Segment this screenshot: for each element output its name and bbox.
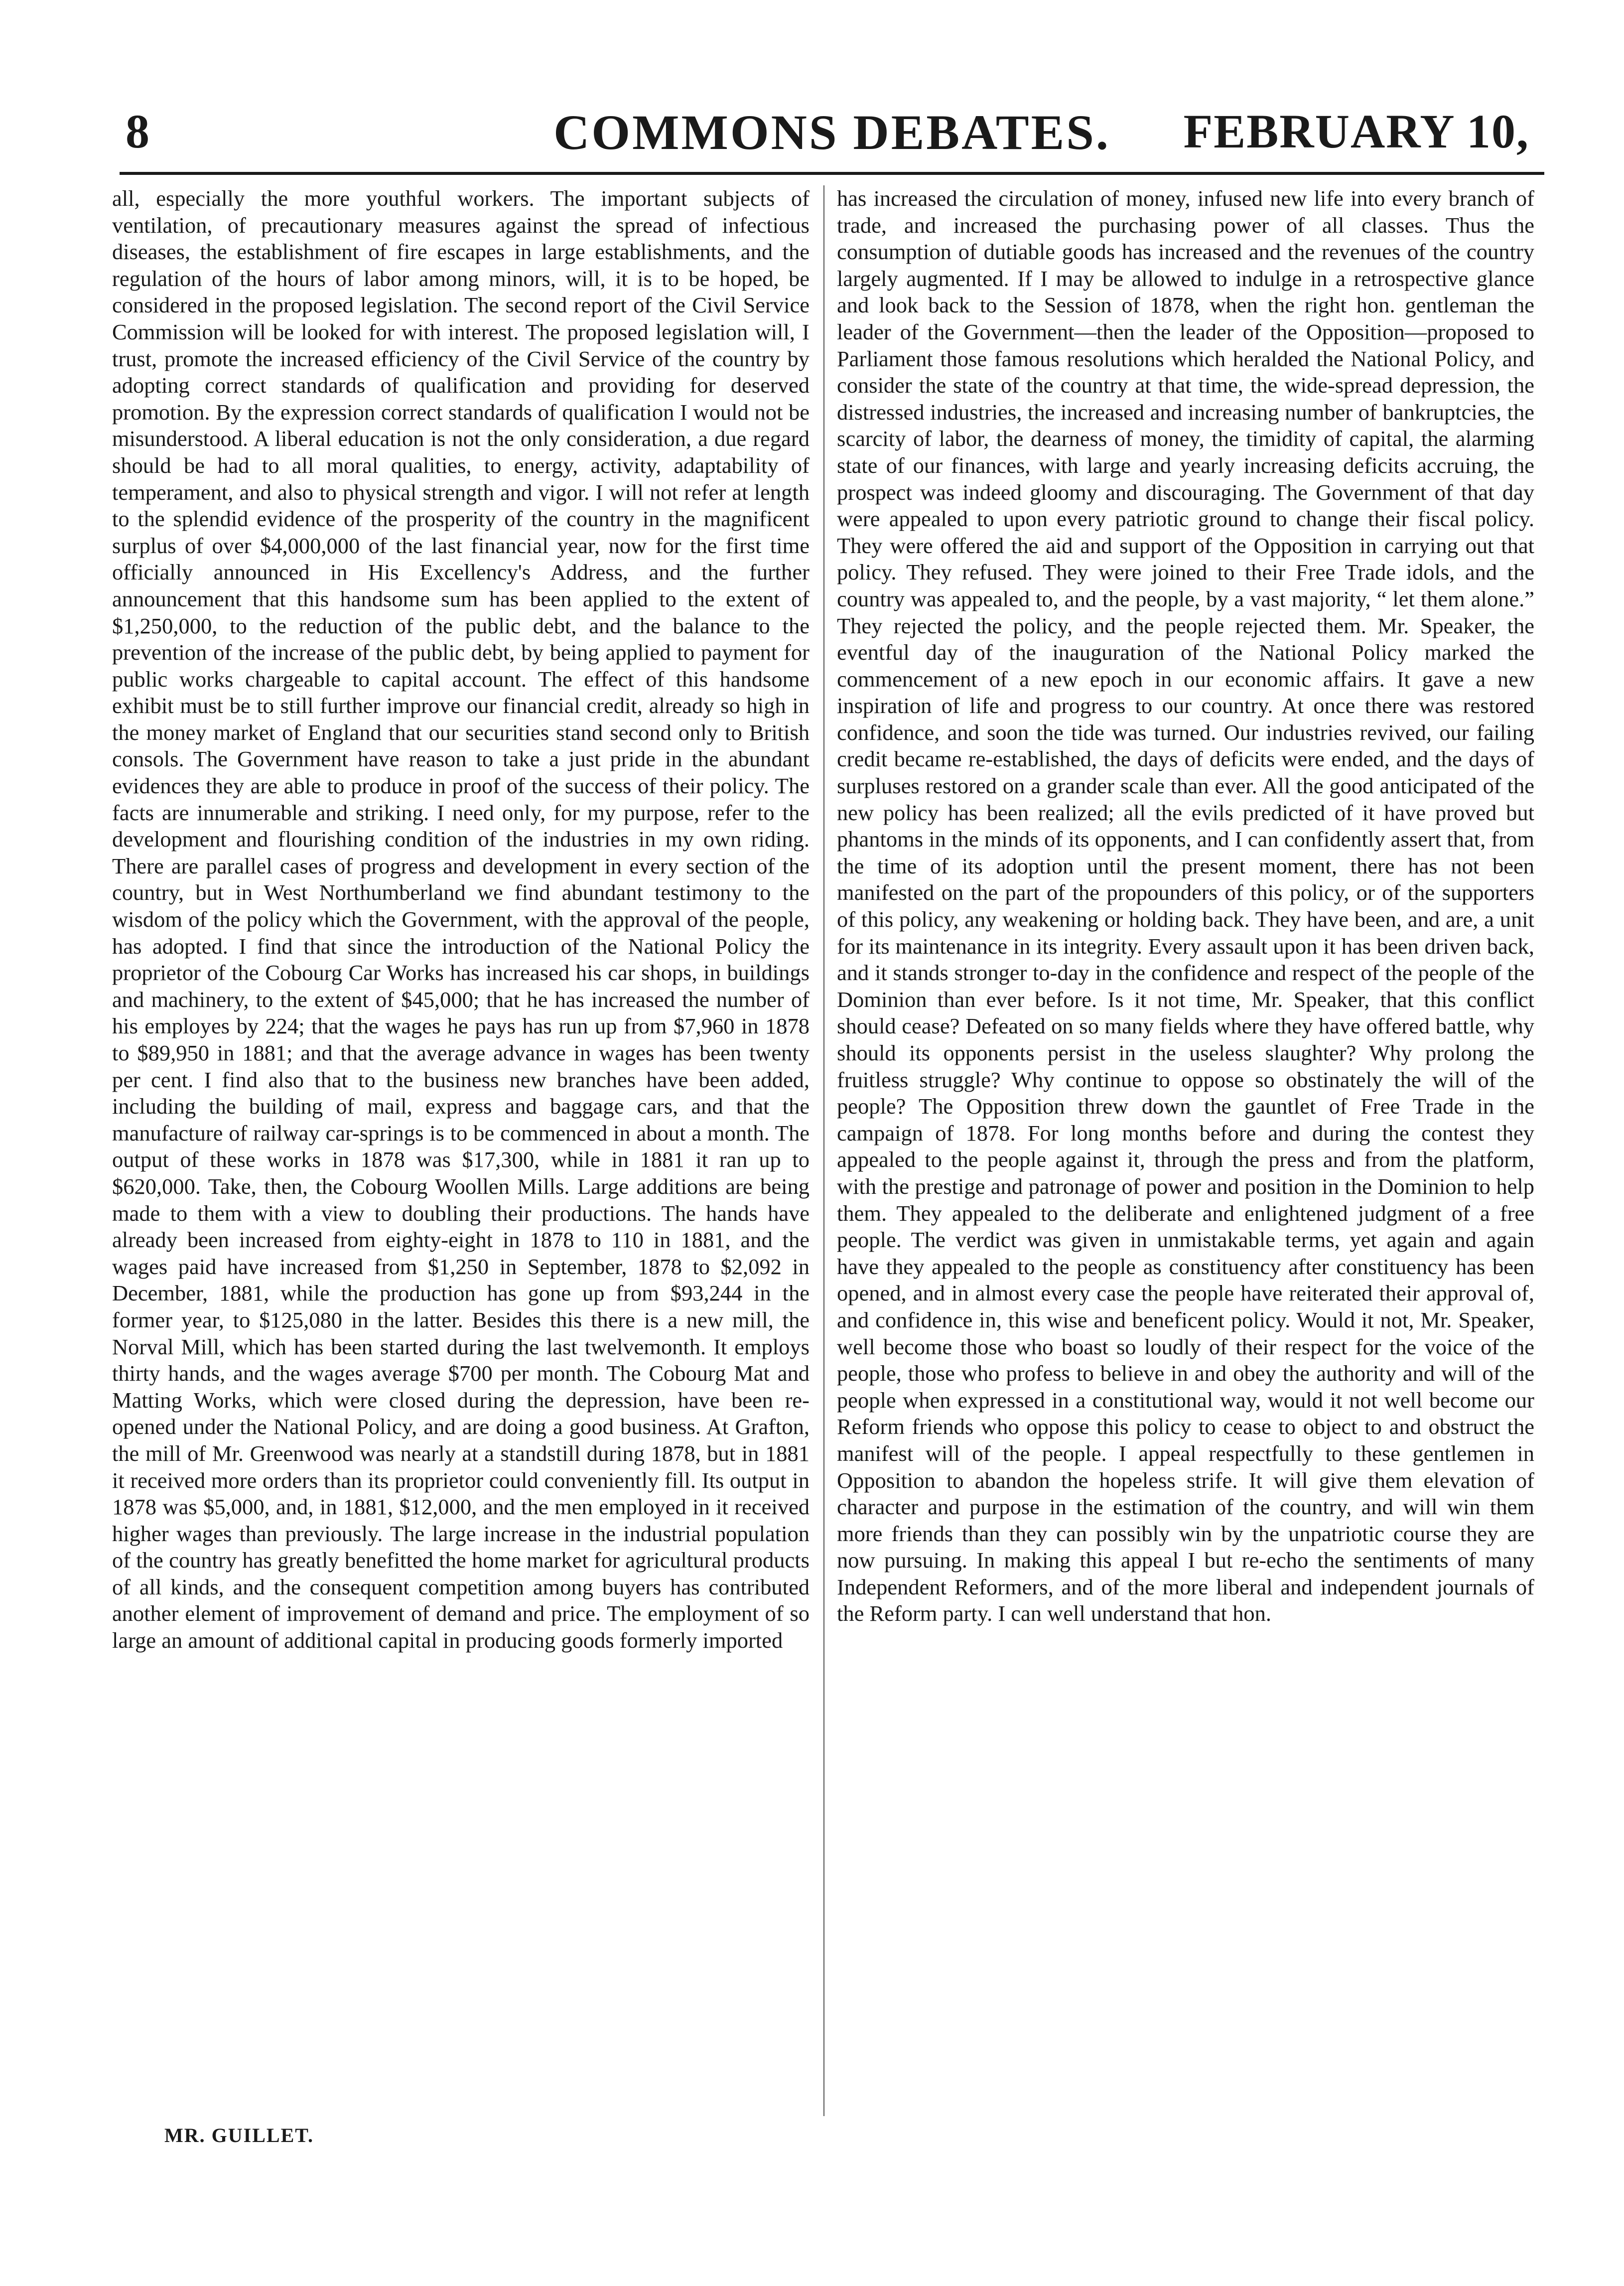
header-date: FEBRUARY 10, — [1183, 105, 1529, 158]
left-column — [112, 185, 810, 2116]
right-column-text: has increased the circulation of money, infused new life into every branch of trade, and increased the purchasing power of all classes. Thus the consumption of dutiable goods has increased and the revenues of the country largely augmented. If I may be allowed to indulge in a retrospective glance and look back to the Session of 1878, when the right hon. gentleman the leader of the Government—then the leader of the Opposition—proposed to Parliament those famous resolutions which heralded the National Policy, and consider the state of the country at that time, the wide-spread depression, the distressed industries, the increased and increasing number of bankruptcies, the scarcity of labor, the dearness of money, the timidity of capital, the alarming state of our finances, with large and yearly increasing deficits accruing, the prospect was indeed gloomy and discouraging. The Government of that day were appealed to upon every patriotic ground to change their fiscal policy. They were offered the aid and support of the Opposition in carrying out that policy. They refused. They were joined to their Free Trade idols, and the country was appealed to, and the people, by a vast majority, “ let them alone.” They rejected the policy, and the people rejected them. Mr. Speaker, the eventful day of the inauguration of the National Policy marked the commencement of a new epoch in our economic affairs. It gave a new inspiration of life and progress to our country. At once there was restored confidence, and soon the tide was turned. Our industries revived, our failing credit became re-established, the days of deficits were ended, and the days of surpluses restored on a grander scale than ever. All the good anticipated of the new policy has been realized; all the evils predicted of it have proved but phantoms in the minds of its opponents, and I can confidently assert that, from the time of its adoption until the present moment, there has not been manifested on the part of the propounders of this policy, or of the supporters of this policy, any weakening or holding back. They have been, and are, a unit for its maintenance in its integrity. Every assault upon it has been driven back, and it stands stronger to-day in the confidence and respect of the people of the Dominion than ever before. Is it not time, Mr. Speaker, that this conflict should cease? Defeated on so many fields where they have offered battle, why should its opponents persist in the useless slaughter? Why prolong the fruitless struggle? Why continue to oppose so obstinately the will of the people? The Opposition threw down the gauntlet of Free Trade in the campaign of 1878. For long months before and during the contest they appealed to the people against it, through the press and from the platform, with the prestige and patronage of power and position in the Dominion to help them. They appealed to the deliberate and enlightened judgment of a free people. The verdict was given in unmistakable terms, yet again and again have they appealed to the people as constituency after constituency has been opened, and in almost every case the people have reiterated their approval of, and confidence in, this wise and beneficent policy. Would it not, Mr. Speaker, well become those who boast so loudly of their respect for the voice of the people, those who profess to believe in and obey the authority and will of the people when expressed in a constitutional way, would it not well become our Reform friends who oppose this policy to cease to object to and obstruct the manifest will of the people. I appeal respectfully to these gentlemen in Opposition to abandon the hopeless strife. It will give them elevation of character and purpose in the estimation of the country, and will win them more friends than they can possibly win by the unpatriotic course they are now pursuing. In making this appeal I but re-echo the sentiments of many Independent Reformers, and of the more liberal and independent journals of the Reform party. I can well understand that hon. — [837, 186, 1534, 1626]
running-title: COMMONS DEBATES. — [553, 105, 1110, 160]
right-column — [837, 185, 1534, 2116]
header-rule — [120, 172, 1544, 175]
left-column-text: all, especially the more youthful workers. The important subjects of ventilation, of precautionary measures against the spread of infectious diseases, the establishment of fire escapes in large establishments, and the regulation of the hours of labor among minors, will, it is to be hoped, be considered in the proposed legislation. The second report of the Civil Service Commission will be looked for with interest. The proposed legislation will, I trust, promote the increased efficiency of the Civil Service of the country by adopting correct standards of qualification and providing for deserved promotion. By the expression correct standards of qualification I would not be misunderstood. A liberal education is not the only consideration, a due regard should be had to all moral qualities, to energy, activity, adaptability of temperament, and also to physical strength and vigor. I will not refer at length to the splendid evidence of the prosperity of the country in the magnificent surplus of over $4,000,000 of the last financial year, now for the first time officially announced in His Excellency's Address, and the further announcement that this handsome sum has been applied to the extent of $1,250,000, to the reduction of the public debt, and the balance to the prevention of the increase of the public debt, by being applied to payment for public works chargeable to capital account. The effect of this handsome exhibit must be to still further improve our financial credit, already so high in the money market of England that our securities stand second only to British consols. The Government have reason to take a just pride in the abundant evidences they are able to produce in proof of the success of their policy. The facts are innumerable and striking. I need only, for my purpose, refer to the development and flourishing condition of the industries in my own riding. There are parallel cases of progress and development in every section of the country, but in West Northumberland we find abundant testimony to the wisdom of the policy which the Government, with the approval of the people, has adopted. I find that since the introduction of the National Policy the proprietor of the Cobourg Car Works has increased his car shops, in buildings and machinery, to the extent of $45,000; that he has increased the number of his employes by 224; that the wages he pays has run up from $7,960 in 1878 to $89,950 in 1881; and that the average advance in wages has been twenty per cent. I find also that to the business new branches have been added, including the building of mail, express and baggage cars, and that the manufacture of railway car-springs is to be commenced in about a month. The output of these works in 1878 was $17,300, while in 1881 it ran up to $620,000. Take, then, the Cobourg Woollen Mills. Large additions are being made to them with a view to doubling their productions. The hands have already been increased from eighty-eight in 1878 to 110 in 1881, and the wages paid have increased from $1,250 in September, 1878 to $2,092 in December, 1881, while the production has gone up from $93,244 in the former year, to $125,080 in the latter. Besides this there is a new mill, the Norval Mill, which has been started during the last twelvemonth. It employs thirty hands, and the wages average $700 per month. The Cobourg Mat and Matting Works, which were closed during the depression, have been re-opened under the National Policy, and are doing a good business. At Grafton, the mill of Mr. Greenwood was nearly at a standstill during 1878, but in 1881 it received more orders than its proprietor could conveniently fill. Its output in 1878 was $5,000, and, in 1881, $12,000, and the men employed in it received higher wages than previously. The large increase in the industrial population of the country has greatly benefitted the home market for agricultural products of all kinds, and the consequent competition among buyers has contributed another element of improvement of demand and price. The employment of so large an amount of additional capital in producing goods formerly imported — [112, 186, 810, 1653]
page-number: 8 — [126, 105, 149, 158]
page-header — [120, 105, 1544, 164]
speaker-signature: MR. GUILLET. — [164, 2124, 314, 2146]
column-divider — [823, 185, 824, 2116]
